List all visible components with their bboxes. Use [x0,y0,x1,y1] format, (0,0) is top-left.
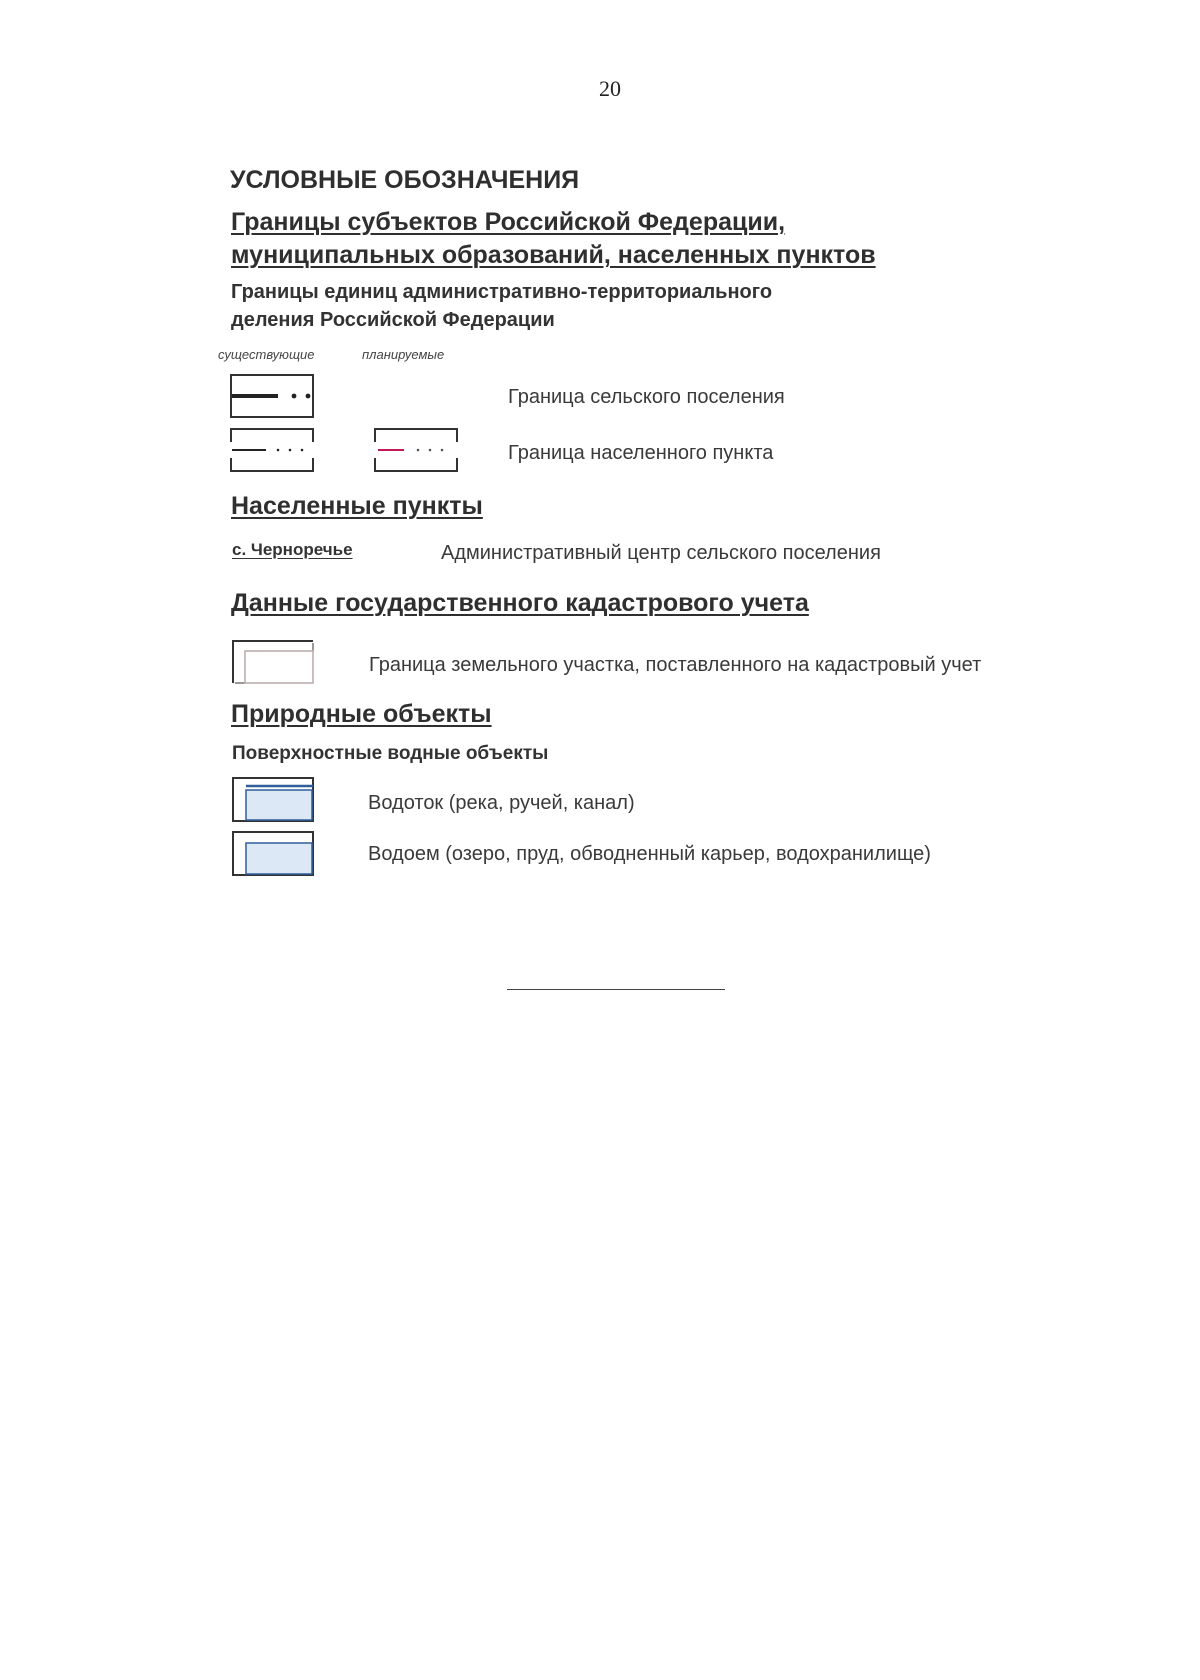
legend-item-watercourse: Водоток (река, ручей, канал) [368,792,635,814]
borders-heading-line2: муниципальных образований, населенных пунктов [231,241,876,269]
borders-subheading-line1: Границы единиц административно-территориального [231,281,773,303]
water-body-icon [232,831,314,876]
watercourse-icon [232,777,314,822]
column-label-existing: существующие [218,347,315,362]
legend-item-admin-center: Административный центр сельского поселения [441,542,881,564]
cadastre-heading: Данные государственного кадастрового учета [231,589,809,617]
page-number: 20 [599,76,621,101]
borders-heading-line1: Границы субъектов Российской Федерации, [231,208,786,236]
end-rule [507,989,725,990]
borders-subheading-line2: деления Российской Федерации [231,309,555,331]
legend-item-rural-settlement-border: Граница сельского поселения [508,386,785,408]
legend-item-water-body: Водоем (озеро, пруд, обводненный карьер, водохранилище) [368,843,931,865]
legend-item-land-plot-border: Граница земельного участка, поставленного на кадастровый учет [369,654,982,676]
natural-heading: Природные объекты [231,700,492,728]
settlements-heading: Населенные пункты [231,492,483,520]
legend-title: УСЛОВНЫЕ ОБОЗНАЧЕНИЯ [230,166,580,194]
natural-subheading: Поверхностные водные объекты [232,743,549,764]
settlement-name: с. Черноречье [232,540,353,559]
legend-item-settlement-border: Граница населенного пункта [508,442,774,464]
column-label-planned: планируемые [362,347,445,362]
